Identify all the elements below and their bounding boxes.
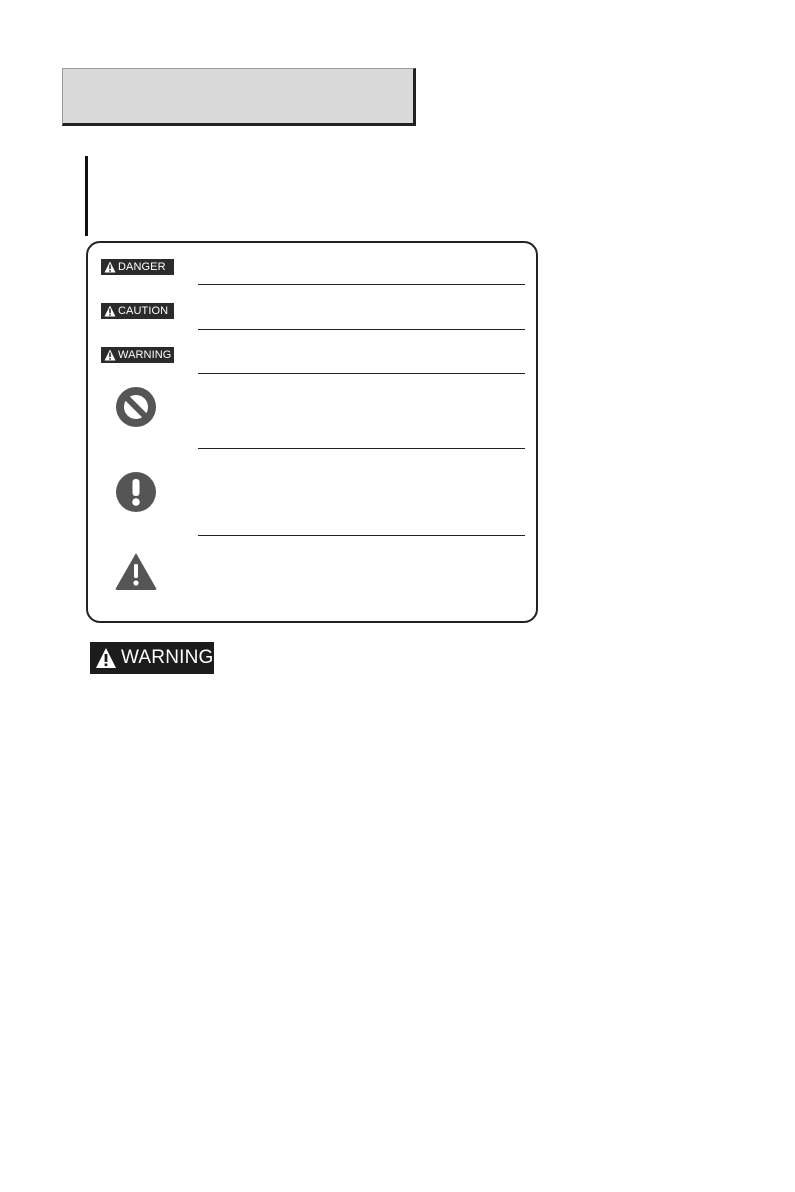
caution-badge-label: CAUTION — [118, 305, 169, 317]
section-marker-bar — [85, 156, 88, 236]
warning-section-label: WARNING — [121, 647, 214, 668]
warning-triangle-icon — [104, 261, 116, 273]
legend-divider — [198, 329, 525, 330]
warning-section-badge — [90, 642, 214, 674]
caution-badge — [101, 303, 174, 319]
danger-badge-label: DANGER — [118, 261, 166, 273]
warning-triangle-icon — [104, 349, 116, 361]
warning-triangle-icon — [95, 647, 117, 669]
legend-divider — [198, 535, 525, 536]
section-header-box — [62, 68, 416, 126]
prohibited-icon — [114, 385, 158, 429]
danger-badge — [101, 259, 174, 275]
mandatory-action-icon — [114, 470, 158, 514]
warning-badge-label: WARNING — [118, 349, 172, 361]
legend-divider — [198, 373, 525, 374]
warning-triangle-icon — [104, 305, 116, 317]
warning-badge — [101, 347, 174, 363]
legend-divider — [198, 284, 525, 285]
caution-triangle-icon — [114, 550, 158, 594]
legend-divider — [198, 448, 525, 449]
